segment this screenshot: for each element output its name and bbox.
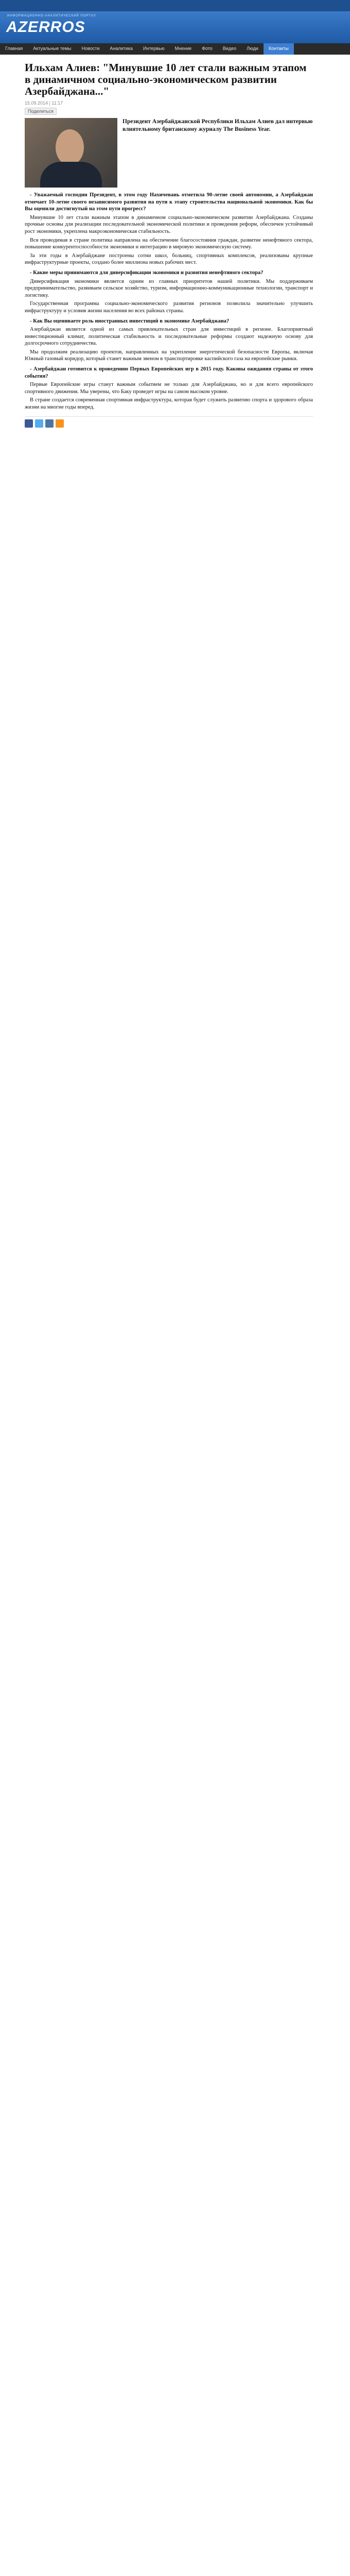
share-button[interactable]: Поделиться [25,108,57,115]
paragraph: Мы продолжим реализацию проектов, направленных на укрепление энергетической безопасности Европы, включая Южный газовый коридор, который станет важным звеном в транспортировке каспийского газа на европейские рынки. [25,349,313,362]
nav-item[interactable]: Мнение [174,46,192,51]
paragraph: Первые Европейские игры станут важным событием не только для Азербайджана, но и для всего европейского спортивного движения. Мы уверены, что Баку проведет игры на самом высоком уровне. [25,382,313,395]
article-body [25,192,313,411]
site-header [0,11,350,43]
article-photo [25,118,117,188]
portrait-face [56,129,84,165]
nav-item[interactable]: Аналитика [110,46,133,51]
nav-item[interactable]: Видео [222,46,237,51]
twitter-icon[interactable] [35,419,43,428]
article-lead [25,118,313,188]
paragraph: - Уважаемый господин Президент, в этом году Нахичевань отметила 90-летие своей автономии, а Азербайджан отмечает 10-летие своего независимого развития на пути к этапу строительства национальной экономики. Как бы Вы оценили достигнутый на этом пути прогресс? [25,192,313,212]
paragraph: Минувшие 10 лет стали важным этапом в динамичном социально-экономическом развитии Азербайджана. Созданы прочные основы для реализации последовательной экономической политики и проведения реформ, обеспечен устойчивый рост экономики, укреплена макроэкономическая стабильность. [25,214,313,234]
nav-item[interactable]: Фото [202,46,213,51]
paragraph: Азербайджан является одной из самых привлекательных стран для инвестиций в регионе. Благоприятный инвестиционный климат, политическая стабильность и последовательные реформы создают надежную основу для долгосрочного сотрудничества. [25,327,313,347]
nav-item[interactable]: Контакты [264,43,294,55]
paragraph: - Как Вы оцениваете роль иностранных инвестиций в экономике Азербайджана? [30,318,230,324]
vk-icon[interactable] [45,419,54,428]
paragraph: - Азербайджан готовится к проведению Первых Европейских игр в 2015 году. Каковы ожидания страны от этого события? [25,366,313,379]
page-content [0,55,350,433]
paragraph: Диверсификация экономики является одним из главных приоритетов нашей политики. Мы поддерживаем предпринимательство, развиваем сельское хозяйство, туризм, информационно-коммуникационные технологии, транспорт и логистику. [25,278,313,298]
portrait-suit [40,162,102,188]
article [25,62,313,433]
main-nav [0,43,350,55]
right-column [319,62,350,433]
ok-icon[interactable] [56,419,64,428]
paragraph: В стране создается современная спортивная инфраструктура, которая будет служить развитию спорта и здорового образа жизни на многие годы вперед. [25,397,313,411]
nav-item[interactable]: Новости [81,46,100,51]
paragraph: За эти годы в Азербайджане построены сотни школ, больниц, спортивных комплексов, реализованы крупные инфраструктурные проекты, создано более миллиона новых рабочих мест. [25,252,313,266]
share-bar [25,108,313,115]
left-sidebar [0,62,23,433]
divider [25,416,313,417]
facebook-icon[interactable] [25,419,33,428]
lead-text: Президент Азербайджанской Республики Ильхам Алиев дал интервью влиятельному британскому журналу The Business Year. [122,118,313,132]
nav-item[interactable]: Актуальные темы [33,46,72,51]
top-bar [0,0,350,11]
paragraph: Государственная программа социально-экономического развития регионов позволила значительно улучшить инфраструктуру и условия жизни населения во всех районах страны. [25,301,313,314]
nav-item[interactable]: Интервью [143,46,165,51]
paragraph: - Какие меры принимаются для диверсификации экономики и развития ненефтяного сектора? [30,269,264,276]
article-date: 15.09.2014 | 11:17 [25,100,63,106]
paragraph: Вся проводимая в стране политика направлена на обеспечение благосостояния граждан, развитие ненефтяного сектора, повышение конкурентоспособности экономики и интеграцию в мировую экономическую систему. [25,237,313,250]
site-tagline: ИНФОРМАЦИОННО-АНАЛИТИЧЕСКИЙ ПОРТАЛ [7,14,96,18]
nav-item[interactable]: Люди [247,46,258,51]
site-logo[interactable]: AZERROS [6,19,85,36]
article-title: Ильхам Алиев: "Минувшие 10 лет стали важным этапом в динамичном социально-экономическом развитии Азербайджана..." [25,61,307,97]
share-icons [25,419,313,428]
nav-item[interactable]: Главная [5,46,23,51]
